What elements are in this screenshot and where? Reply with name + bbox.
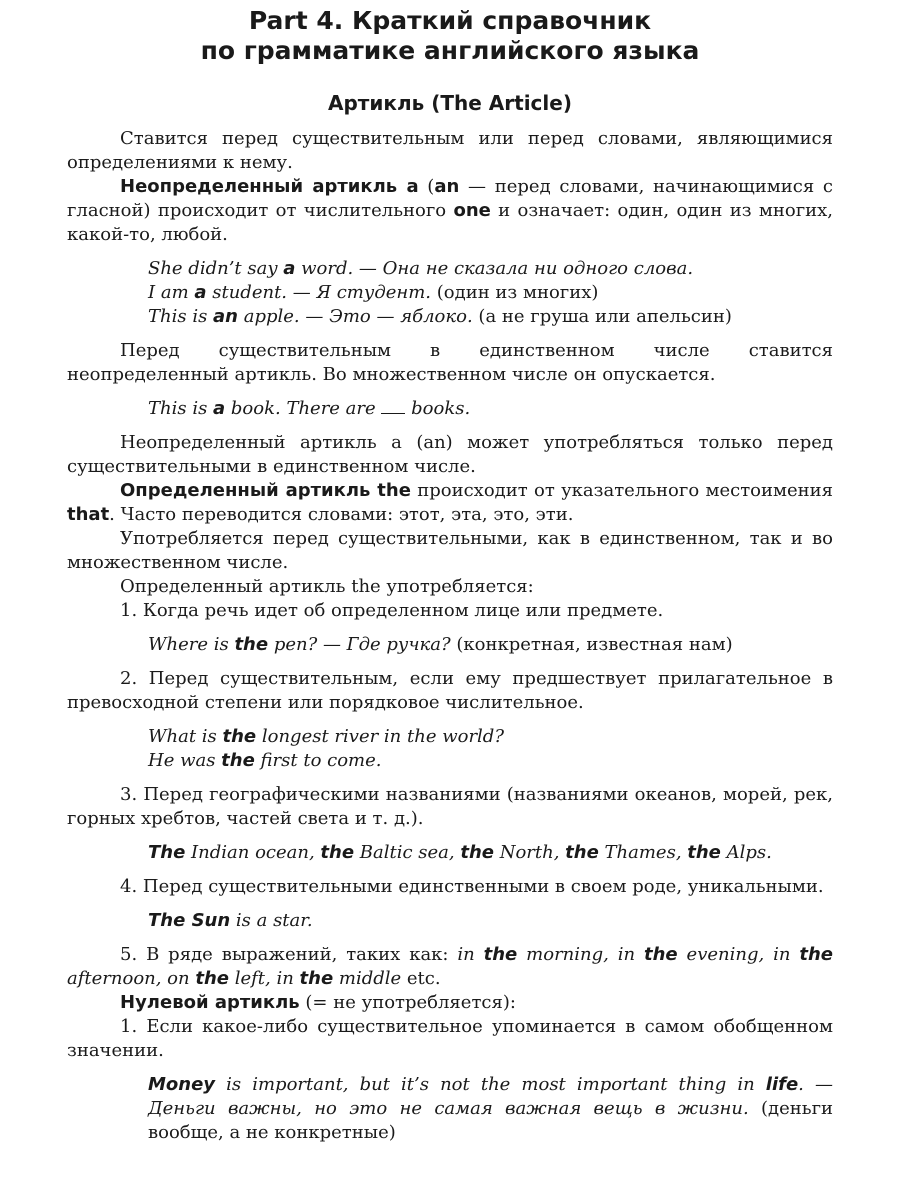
rule-3: 3. Перед географическими названиями (названиями океанов, морей, рек, горных хребтов, частей света и т. д.). bbox=[67, 784, 833, 829]
rule-2: 2. Перед существительным, если ему предшествует прилагательное в превосходной степени или порядковое числительное. bbox=[67, 668, 833, 713]
example-block-rule-2 bbox=[148, 725, 833, 773]
part-title-line-2: по грамматике английского языка bbox=[200, 36, 700, 65]
paragraph-zero-article: Нулевой артикль (= не употребляется): bbox=[120, 992, 516, 1013]
example-line: This is a book. There are books. bbox=[148, 398, 471, 419]
example-line: The Sun is a star. bbox=[148, 910, 313, 931]
zero-rule-1: 1. Если какое-либо существительное упоминается в самом обобщенном значении. bbox=[67, 1016, 833, 1061]
paragraph-definite-number: Употребляется перед существительными, как в единственном, так и во множественном числе. bbox=[67, 528, 833, 573]
paragraph-definite-used: Определенный артикль the употребляется: bbox=[120, 576, 534, 597]
example-line: The Indian ocean, the Baltic sea, the North, the Thames, the Alps. bbox=[148, 842, 772, 863]
paragraph-indefinite-article: Неопределенный артикль a (an — перед словами, начинающимися с гласной) происходит от числительного one и означает: один, один из многих, какой-то, любой. bbox=[67, 176, 833, 245]
paragraph-indefinite-usage: Неопределенный артикль a (an) может употребляться только перед существительными в единственном числе. bbox=[67, 432, 833, 477]
paragraph-definite-article: Определенный артикль the происходит от указательного местоимения that. Часто переводится словами: этот, эта, это, эти. bbox=[67, 480, 833, 525]
example-line: She didn’t say a word. — Она не сказала ни одного слова. bbox=[148, 258, 694, 279]
example-block-rule-1 bbox=[148, 633, 833, 657]
example-line: He was the first to come. bbox=[148, 750, 382, 771]
example-block-zero-rule-1: Money is important, but it’s not the most important thing in life. — Деньги важны, но это не самая важная вещь в жизни. (деньги вообще, а не конкретные) bbox=[148, 1074, 833, 1143]
example-block-rule-4 bbox=[148, 909, 833, 933]
example-block-indefinite bbox=[148, 257, 833, 329]
rule-5: 5. В ряде выражений, таких как: in the morning, in the evening, in the afternoon, on the left, in the middle etc. bbox=[67, 944, 833, 989]
example-line: This is an apple. — Это — яблоко. (а не груша или апельсин) bbox=[148, 306, 732, 327]
paragraph-singular-plural: Перед существительным в единственном числе ставится неопределенный артикль. Во множественном числе он опускается. bbox=[67, 340, 833, 385]
rule-1: 1. Когда речь идет об определенном лице или предмете. bbox=[120, 600, 664, 621]
example-line: Where is the pen? — Где ручка? (конкретная, известная нам) bbox=[148, 634, 733, 655]
example-line: What is the longest river in the world? bbox=[148, 726, 504, 747]
part-title bbox=[67, 6, 833, 66]
part-title-line-1: Part 4. Краткий справочник bbox=[248, 6, 652, 35]
blank-underline bbox=[381, 399, 405, 414]
rule-4: 4. Перед существительными единственными в своем роде, уникальными. bbox=[120, 876, 824, 897]
document-page bbox=[67, 6, 833, 1155]
section-title: Артикль (The Article) bbox=[328, 91, 572, 115]
example-block-rule-3 bbox=[148, 841, 833, 865]
example-line: I am a student. — Я студент. (один из многих) bbox=[148, 282, 599, 303]
paragraph-intro: Ставится перед существительным или перед словами, являющимися определениями к нему. bbox=[67, 128, 833, 173]
example-block-book bbox=[148, 397, 833, 421]
